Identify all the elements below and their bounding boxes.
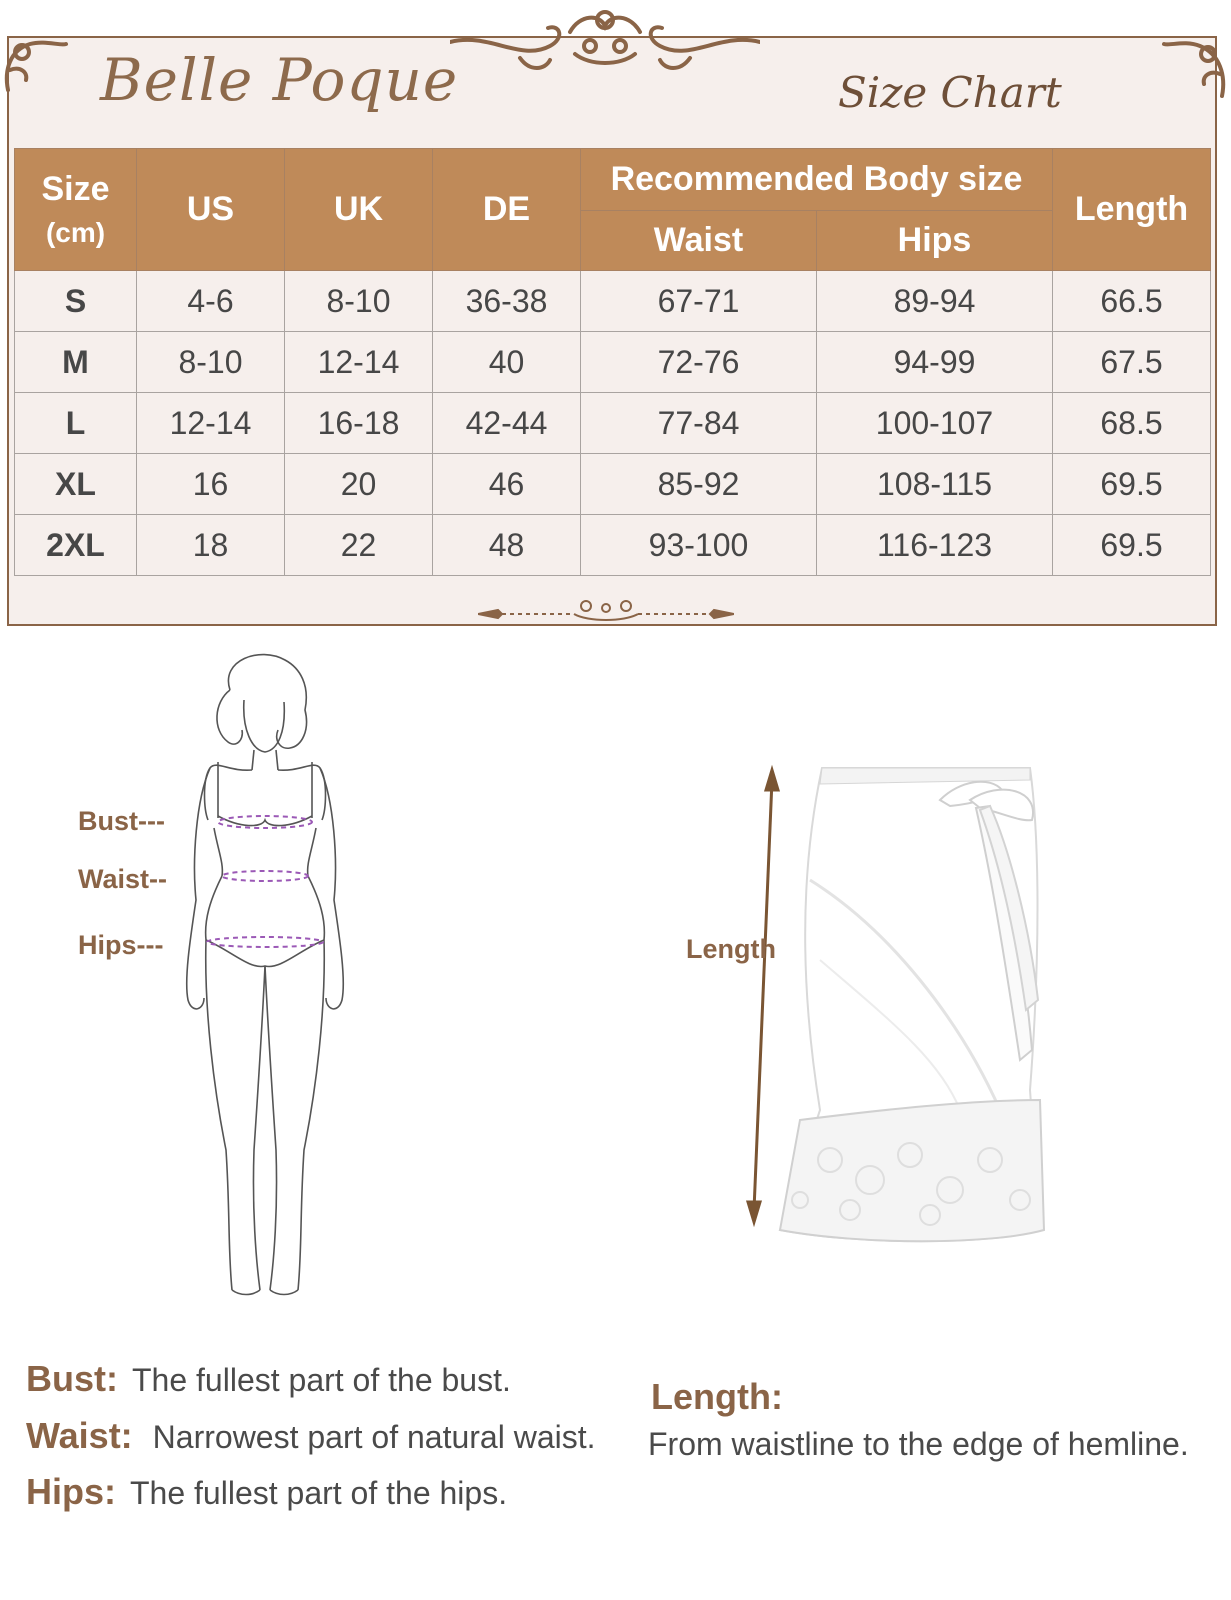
header-us: US bbox=[137, 149, 285, 271]
cell-hips: 108-115 bbox=[817, 454, 1053, 515]
header-recommended-body-size: Recommended Body size bbox=[581, 149, 1053, 211]
size-table bbox=[14, 148, 1211, 576]
cell-hips: 116-123 bbox=[817, 515, 1053, 576]
cell-us: 4-6 bbox=[137, 271, 285, 332]
length-label: Length bbox=[686, 934, 776, 964]
length-text: From waistline to the edge of hemline. bbox=[648, 1426, 1189, 1462]
header-de: DE bbox=[433, 149, 581, 271]
cell-de: 46 bbox=[433, 454, 581, 515]
table-row bbox=[15, 515, 1211, 576]
bust-definition bbox=[26, 1358, 511, 1400]
skirt-illustration bbox=[740, 760, 1060, 1260]
cell-size: 2XL bbox=[15, 515, 137, 576]
waist-definition bbox=[26, 1415, 596, 1457]
table-row bbox=[15, 271, 1211, 332]
cell-hips: 89-94 bbox=[817, 271, 1053, 332]
brand-logo: Belle Poque bbox=[100, 46, 459, 114]
cell-length: 68.5 bbox=[1053, 393, 1211, 454]
cell-uk: 16-18 bbox=[285, 393, 433, 454]
top-left-corner-ornament-icon bbox=[0, 30, 70, 100]
bust-label: Bust--- bbox=[78, 806, 165, 836]
top-right-corner-ornament-icon bbox=[1160, 30, 1230, 106]
cell-uk: 20 bbox=[285, 454, 433, 515]
cell-us: 12-14 bbox=[137, 393, 285, 454]
cell-length: 69.5 bbox=[1053, 454, 1211, 515]
header-waist: Waist bbox=[581, 211, 817, 271]
table-row bbox=[15, 393, 1211, 454]
waist-text: Narrowest part of natural waist. bbox=[152, 1419, 596, 1455]
bottom-center-ornament-icon bbox=[478, 596, 734, 626]
cell-uk: 22 bbox=[285, 515, 433, 576]
cell-size: S bbox=[15, 271, 137, 332]
cell-de: 42-44 bbox=[433, 393, 581, 454]
hips-definition bbox=[26, 1471, 507, 1513]
cell-waist: 85-92 bbox=[581, 454, 817, 515]
cell-hips: 100-107 bbox=[817, 393, 1053, 454]
table-row bbox=[15, 454, 1211, 515]
size-chart-title: Size Chart bbox=[838, 68, 1062, 117]
length-term: Length: bbox=[651, 1376, 783, 1417]
header-size-unit: (cm) bbox=[45, 217, 106, 248]
cell-us: 8-10 bbox=[137, 332, 285, 393]
cell-length: 69.5 bbox=[1053, 515, 1211, 576]
cell-length: 67.5 bbox=[1053, 332, 1211, 393]
header-hips: Hips bbox=[817, 211, 1053, 271]
waist-term: Waist: bbox=[26, 1415, 133, 1456]
cell-de: 48 bbox=[433, 515, 581, 576]
body-measurement-figure bbox=[170, 650, 360, 1300]
cell-uk: 12-14 bbox=[285, 332, 433, 393]
cell-size: L bbox=[15, 393, 137, 454]
hips-term: Hips: bbox=[26, 1471, 116, 1512]
cell-uk: 8-10 bbox=[285, 271, 433, 332]
cell-us: 16 bbox=[137, 454, 285, 515]
cell-size: M bbox=[15, 332, 137, 393]
header-size-label: Size bbox=[41, 170, 110, 208]
top-center-ornament-icon bbox=[450, 2, 760, 78]
table-row bbox=[15, 332, 1211, 393]
header-size bbox=[15, 149, 137, 271]
cell-us: 18 bbox=[137, 515, 285, 576]
cell-hips: 94-99 bbox=[817, 332, 1053, 393]
cell-waist: 77-84 bbox=[581, 393, 817, 454]
cell-length: 66.5 bbox=[1053, 271, 1211, 332]
hips-label: Hips--- bbox=[78, 930, 164, 960]
header-length: Length bbox=[1053, 149, 1211, 271]
header-uk: UK bbox=[285, 149, 433, 271]
cell-waist: 72-76 bbox=[581, 332, 817, 393]
cell-de: 40 bbox=[433, 332, 581, 393]
waist-label: Waist-- bbox=[78, 864, 167, 894]
cell-de: 36-38 bbox=[433, 271, 581, 332]
bust-text: The fullest part of the bust. bbox=[132, 1362, 511, 1398]
cell-waist: 67-71 bbox=[581, 271, 817, 332]
bust-term: Bust: bbox=[26, 1358, 118, 1399]
hips-text: The fullest part of the hips. bbox=[130, 1475, 508, 1511]
cell-waist: 93-100 bbox=[581, 515, 817, 576]
cell-size: XL bbox=[15, 454, 137, 515]
